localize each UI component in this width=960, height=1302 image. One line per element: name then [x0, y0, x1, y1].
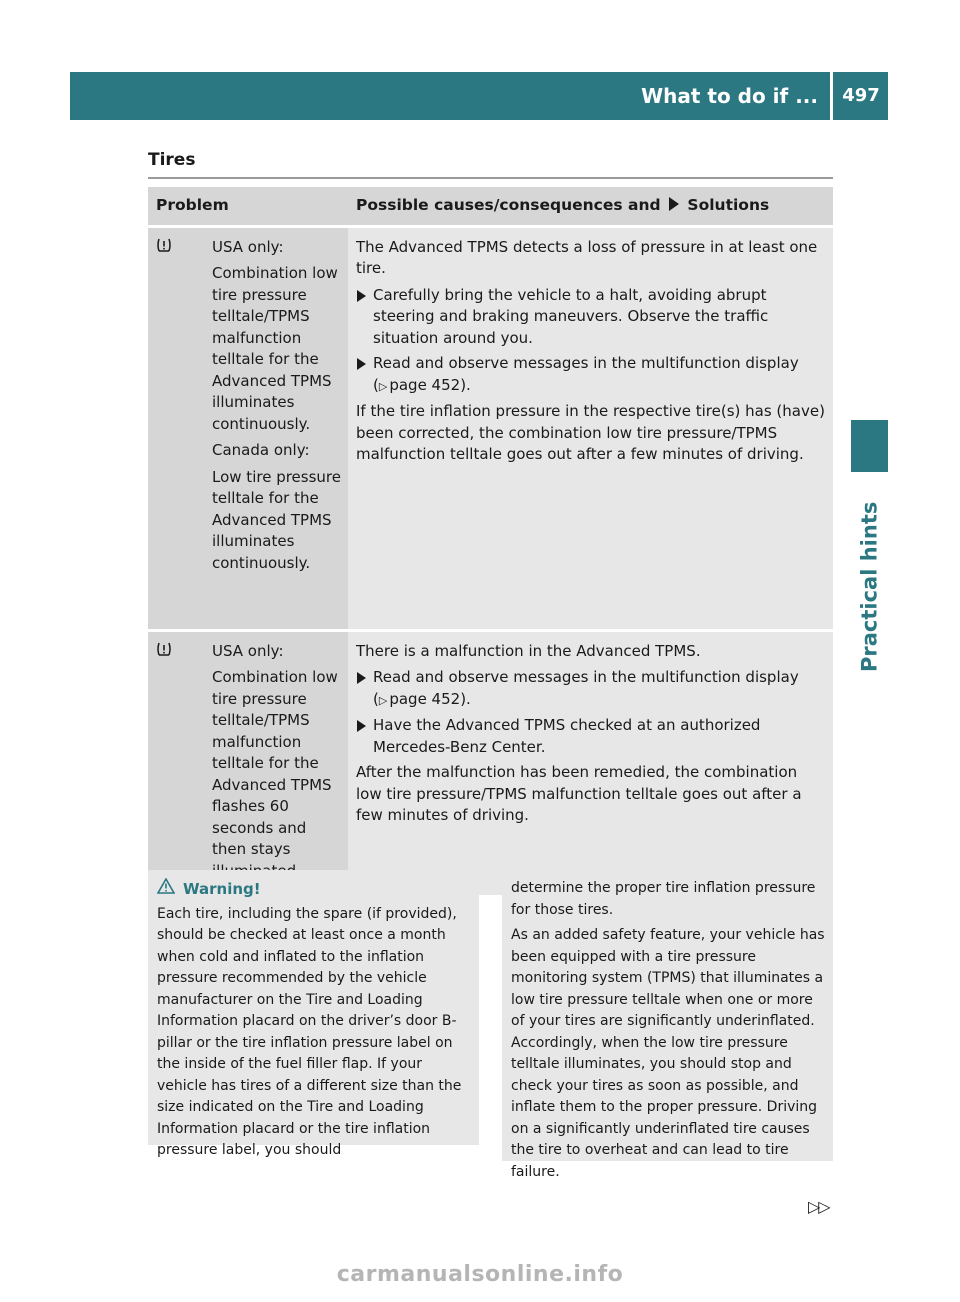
page-reference-text: page 452). [389, 689, 471, 708]
step-arrow-icon [357, 720, 366, 732]
solution-step [356, 285, 827, 350]
solution-step-text: Read and observe messages in the multifunction display [373, 668, 799, 686]
table-row [148, 226, 833, 629]
solution-cell [348, 226, 833, 629]
warning-continued-box [502, 870, 833, 1180]
header-divider [830, 72, 833, 120]
solution-outro: If the tire inflation pressure in the respective tire(s) has (have) been corrected, the combination low tire pressure/TPMS malfunction telltale goes out after a few minutes of driving. [356, 402, 825, 463]
icon-cell [148, 226, 204, 629]
warning-label: Warning! [183, 880, 261, 898]
solution-step-text: Have the Advanced TPMS checked at an authorized Mercedes-Benz Center. [373, 716, 761, 756]
table-header-row [148, 187, 833, 226]
solution-intro: The Advanced TPMS detects a loss of pressure in at least one tire. [356, 237, 818, 277]
problem-cell [204, 226, 348, 629]
header-title: What to do if ... [641, 84, 818, 108]
reference-arrow-icon: ▷ [378, 379, 388, 393]
page-reference[interactable]: (▷ page 452). [373, 375, 471, 394]
header-bar [70, 72, 888, 120]
problem-text: USA only: [212, 237, 284, 256]
problem-text: USA only: [212, 641, 284, 660]
cell-spacer [356, 471, 827, 621]
solution-cell [348, 630, 833, 895]
warning-triangle-icon [157, 878, 175, 902]
watermark: carmanualsonline.info [336, 1262, 624, 1287]
page-number: 497 [842, 85, 880, 106]
column-header-solutions-prefix: Possible causes/consequences and [356, 196, 661, 214]
warning-text: Each tire, including the spare (if provided), should be checked at least once a month when cold and inflated to the inflation pressure recommended by the vehicle manufacturer on the Tire and Loading Information placard on the driver’s door B-pillar or the tire inflation pressure label on the inside of the fuel filler flap. If your vehicle has tires of a different size than the size indicated on the Tire and Loading Information placard or the tire inflation pressure label, you should [157, 905, 462, 1158]
icon-cell [148, 630, 204, 895]
problem-text: Combination low tire pressure telltale/TPMS malfunction telltale for the Advanced TPMS flashes 60 seconds and then stays [212, 668, 338, 858]
page-reference[interactable]: (▷ page 452). [373, 689, 471, 708]
solution-outro: After the malfunction has been remedied, the combination low tire pressure/TPMS malfunction telltale goes out after a few minutes of driving. [356, 763, 802, 824]
tpms-warning-icon [156, 237, 172, 253]
solution-step [356, 353, 827, 397]
reference-arrow-icon: ▷ [378, 693, 388, 707]
column-header-solutions [348, 187, 833, 226]
side-section-label: Practical hints [857, 501, 882, 672]
title-rule [148, 177, 833, 179]
column-header-problem: Problem [148, 187, 348, 226]
problem-text: Low tire pressure telltale for the Advanced TPMS illuminates continuously. [212, 467, 341, 572]
solution-step [356, 667, 827, 711]
continue-marker: ▷▷ [808, 1197, 829, 1216]
side-tab-block [851, 420, 888, 472]
solution-step [356, 715, 827, 758]
section-title: Tires [148, 150, 196, 170]
problem-cell [204, 630, 348, 895]
column-header-solutions-suffix: Solutions [687, 196, 770, 214]
warning-heading [157, 878, 471, 902]
problem-text: Combination low tire pressure telltale/TPMS malfunction telltale for the Advanced TPMS illuminates continuously. [212, 264, 338, 433]
problem-text: Canada only: [212, 441, 310, 459]
step-arrow-icon [357, 672, 366, 684]
solution-intro: There is a malfunction in the Advanced TPMS. [356, 641, 701, 660]
solution-step-text: Carefully bring the vehicle to a halt, avoiding abrupt steering and braking maneuvers. Observe the traffic situation around you. [373, 285, 769, 347]
page-reference-text: page 452). [389, 375, 471, 394]
solution-step-text: Read and observe messages in the multifunction display [373, 354, 799, 372]
tires-table [148, 187, 833, 895]
warning-continued-text: determine the proper tire inflation pressure for those tires. [511, 880, 816, 918]
tpms-warning-icon [156, 641, 172, 657]
step-arrow-icon [357, 358, 366, 370]
solution-arrow-icon [669, 197, 679, 211]
warning-continued-text: As an added safety feature, your vehicle has been equipped with a tire pressure monitoring system (TPMS) that illuminates a low tire pressure telltale when one or more of your tires are significantly underinflated. Accordingly, when the low tire pressure telltale illuminates, you should stop and check your tires as soon as possible, and inflate them to the proper pressure. Driving on a significantly underinflated tire causes the tire to overheat and can lead to tire failure. [511, 927, 825, 1180]
warning-box [148, 870, 479, 1158]
step-arrow-icon [357, 290, 366, 302]
table-row [148, 630, 833, 895]
